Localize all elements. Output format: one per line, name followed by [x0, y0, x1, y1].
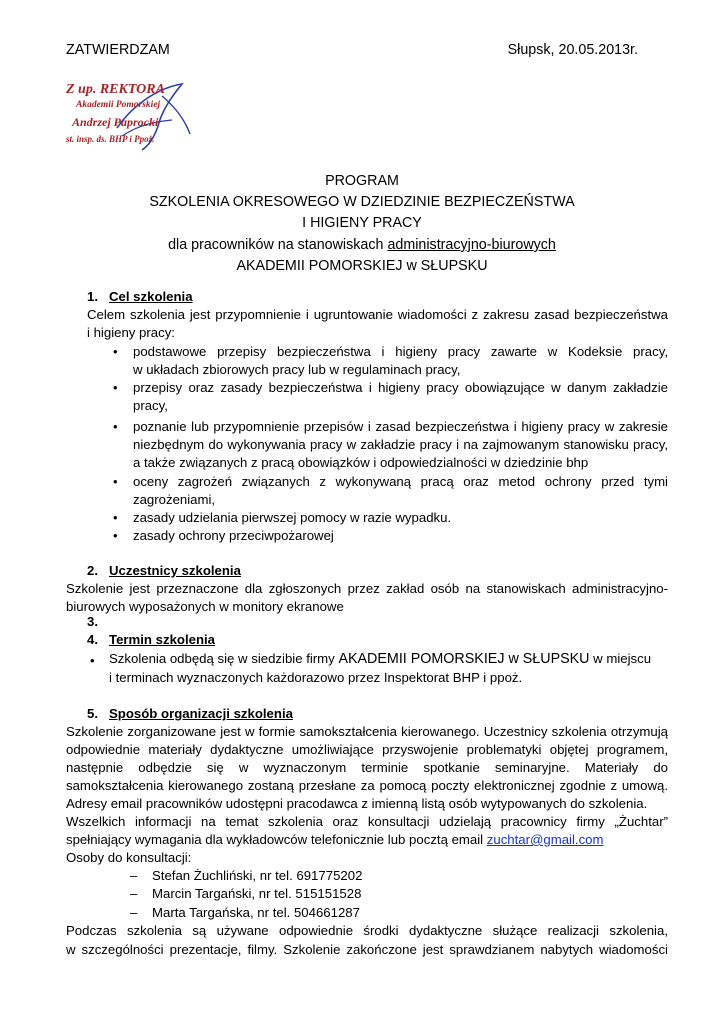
section-5-heading: Sposób organizacji szkolenia [109, 706, 293, 721]
section-4-text-a: Szkolenia odbędą się w siedzibie firmy [109, 651, 339, 666]
stamp-line-4: st. insp. ds. BHP i Ppoż. [66, 134, 155, 144]
section-5-consult-label: Osoby do konsultacji: [66, 850, 192, 865]
bullet-dot: • [90, 653, 95, 668]
section-5-text-3: następnie odbędzie się w wyznaczonym terminie spotkanie seminaryjne. Materiały do [66, 760, 668, 775]
section-1-intro-2: i higieny pracy: [87, 325, 175, 340]
stamp-line-1: Z up. REKTORA [66, 82, 165, 97]
bullet-3-line-3: a także związanych z pracą obowiązków i odpowiedzialności w dziedzinie bhp [133, 455, 589, 470]
section-2-text-2: biurowych wyposażonych w monitory ekranowe [66, 599, 344, 614]
section-4-text-c: w [504, 651, 523, 667]
signature-stamp [62, 76, 202, 156]
bullet-dot: • [113, 528, 118, 543]
contact-3: Marta Targańska, nr tel. 504661287 [152, 905, 360, 920]
section-4-number: 4. [87, 632, 98, 647]
closing-line-2: w szczególności prezentacje, filmy. Szkolenie zakończone jest sprawdzianem nabytych wiadomości [66, 942, 668, 957]
bullet-dot: • [113, 344, 118, 359]
closing-line-1: Podczas szkolenia są używane odpowiednie środki dydaktyczne służące realizacji szkolenia, [66, 923, 668, 938]
bullet-dot: • [113, 419, 118, 434]
bullet-5-line-1: zasady udzielania pierwszej pomocy w razie wypadku. [133, 510, 452, 525]
title-line-4 [0, 235, 724, 255]
section-5-text-2: odpowiednie materiały dydaktyczne umożliwiające przyswojenie problematyki objętej programem, [66, 742, 668, 757]
bullet-3-line-2: niezbędnym do wykonywania pracy w zakładzie pracy i na zajmowanym stanowisku pracy, [133, 437, 668, 452]
section-3-number: 3. [87, 614, 98, 629]
section-1-number: 1. [87, 289, 98, 304]
bullet-4-line-2: zagrożeniami, [133, 492, 216, 507]
dash-bullet: – [130, 905, 138, 920]
title-program: PROGRAM [325, 173, 399, 189]
contact-1: Stefan Żuchliński, nr tel. 691775202 [152, 868, 363, 883]
bullet-1-line-1: podstawowe przepisy bezpieczeństwa i higieny pracy zawarte w Kodeksie pracy, [133, 344, 668, 359]
section-2-text-1: Szkolenie jest przeznaczone dla zgłoszonych przez zakład osób na stanowiskach administracyjno- [66, 581, 668, 596]
section-5-text-5: Adresy email pracowników udostępni pracodawca z imienną listą osób wytypowanych do szkolenia. [66, 796, 648, 811]
title-line-4-prefix: dla pracowników na stanowiskach [168, 237, 388, 253]
section-4-text-e: w miejscu [589, 651, 652, 666]
dash-bullet: – [130, 868, 138, 883]
bullet-1-line-2: w układach zbiorowych pracy lub w regulaminach pracy, [133, 362, 461, 377]
section-1-heading: Cel szkolenia [109, 289, 193, 304]
title-line-2: SZKOLENIA OKRESOWEGO W DZIEDZINIE BEZPIECZEŃSTWA [149, 194, 575, 210]
section-5-text-4: samokształcenia kierowanego zostaną przesłane za pomocą poczty elektronicznej zgodnie z umową. [66, 778, 668, 793]
section-5-contact-prefix: spełniający wymagania dla wykładowców telefonicznie lub pocztą email [66, 832, 487, 847]
section-5-text-1: Szkolenie zorganizowane jest w formie samokształcenia kierowanego. Uczestnicy szkolenia otrzymują [66, 724, 668, 739]
section-4-bullet-line-1 [109, 650, 651, 668]
title-line-5: AKADEMII POMORSKIEJ w SŁUPSKU [236, 258, 488, 274]
approval-label: ZATWIERDZAM [66, 42, 170, 58]
bullet-6-line-1: zasady ochrony przeciwpożarowej [133, 528, 334, 543]
bullet-dot: • [113, 380, 118, 395]
bullet-2-line-1: przepisy oraz zasady bezpieczeństwa i higieny pracy obowiązujące w danym zakładzie [133, 380, 668, 395]
section-5-number: 5. [87, 706, 98, 721]
section-4-org: AKADEMII POMORSKIEJ [338, 651, 505, 667]
email-link[interactable]: zuchtar@gmail.com [486, 832, 604, 847]
bullet-dot: • [113, 510, 118, 525]
section-5-text-6: Wszelkich informacji na temat szkolenia oraz konsultacji udzielają pracownicy firmy „Żuchtar” [66, 814, 668, 829]
section-2-number: 2. [87, 563, 98, 578]
dash-bullet: – [130, 886, 138, 901]
section-1-intro-1: Celem szkolenia jest przypomnienie i ugruntowanie wiadomości z zakresu zasad bezpieczeństwa [87, 307, 668, 322]
place-date: Słupsk, 20.05.2013r. [507, 42, 638, 58]
section-5-contact-line [66, 831, 604, 849]
section-4-city: SŁUPSKU [522, 651, 590, 667]
bullet-dot: • [113, 474, 118, 489]
bullet-2-line-2: pracy, [133, 398, 168, 413]
contact-2: Marcin Targański, nr tel. 515151528 [152, 886, 362, 901]
stamp-line-3: Andrzej Paprocki [72, 115, 159, 129]
bullet-3-line-1: poznanie lub przypomnienie przepisów i zasad bezpieczeństwa i higieny pracy w zakresie [133, 419, 668, 434]
section-2-heading: Uczestnicy szkolenia [109, 563, 241, 578]
stamp-line-2: Akademii Pomorskiej [76, 100, 161, 110]
title-line-4-underlined: administracyjno-biurowych [387, 237, 556, 253]
section-4-heading: Termin szkolenia [109, 632, 216, 647]
title-line-3: I HIGIENY PRACY [302, 215, 422, 231]
bullet-4-line-1: oceny zagrożeń związanych z wykonywaną pracą oraz metod ochrony przed tymi [133, 474, 668, 489]
section-4-bullet-line-2: i terminach wyznaczonych każdorazowo przez Inspektorat BHP i ppoż. [109, 670, 523, 685]
